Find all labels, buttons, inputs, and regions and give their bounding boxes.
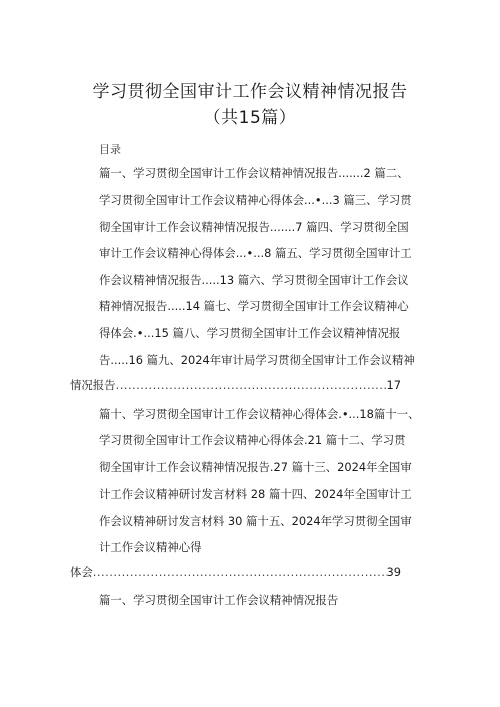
toc-line: 篇一、学习贯彻全国审计工作会议精神情况报告.......2 篇二、	[99, 166, 409, 180]
toc-line: 审计工作会议精神心得体会...•...8 篇五、学习贯彻全国审计工	[99, 246, 412, 260]
section-heading: 篇一、学习贯彻全国审计工作会议精神情况报告	[99, 593, 339, 607]
toc-line: 得体会.•...15 篇八、学习贯彻全国审计工作会议精神情况报	[99, 326, 401, 340]
toc-line: 计工作会议精神研讨发言材料 28 篇十四、2024年全国审计工	[99, 487, 412, 501]
toc-line-dotted	[70, 564, 401, 580]
toc-page-number: 17	[386, 378, 401, 392]
toc-line: 作会议精神研讨发言材料 30 篇十五、2024年学习贯彻全国审	[99, 514, 412, 528]
document-subtitle: （共15篇）	[203, 108, 297, 128]
toc-line: 学习贯彻全国审计工作会议精神心得体会...•...3 篇三、学习贯	[99, 193, 412, 207]
toc-line: 彻全国审计工作会议精神情况报告.......7 篇四、学习贯彻全国	[99, 220, 409, 234]
toc-label: 目录	[99, 143, 121, 156]
document-title: 学习贯彻全国审计工作会议精神情况报告	[92, 82, 408, 102]
toc-leader-dots	[116, 377, 387, 393]
toc-line: 作会议精神情况报告.....13 篇六、学习贯彻全国审计工作会议	[99, 273, 409, 287]
toc-line: 计工作会议精神心得	[99, 540, 202, 554]
toc-line: 精神情况报告.....14 篇七、学习贯彻全国审计工作会议精神心	[99, 299, 409, 313]
toc-page-number: 39	[386, 565, 401, 579]
toc-line-dotted	[70, 377, 401, 393]
toc-entry-text: 体会	[70, 565, 93, 579]
toc-line: 彻全国审计工作会议精神情况报告.27 篇十三、2024年全国审	[99, 460, 412, 474]
toc-line: 篇十、学习贯彻全国审计工作会议精神心得体会.•...18篇十一、	[99, 407, 420, 421]
toc-line: 告.....16 篇九、2024年审计局学习贯彻全国审计工作会议精神	[99, 353, 415, 367]
toc-entry-text: 情况报告	[70, 378, 116, 392]
toc-line: 学习贯彻全国审计工作会议精神心得体会.21 篇十二、学习贯	[99, 433, 406, 447]
toc-leader-dots	[93, 564, 387, 580]
